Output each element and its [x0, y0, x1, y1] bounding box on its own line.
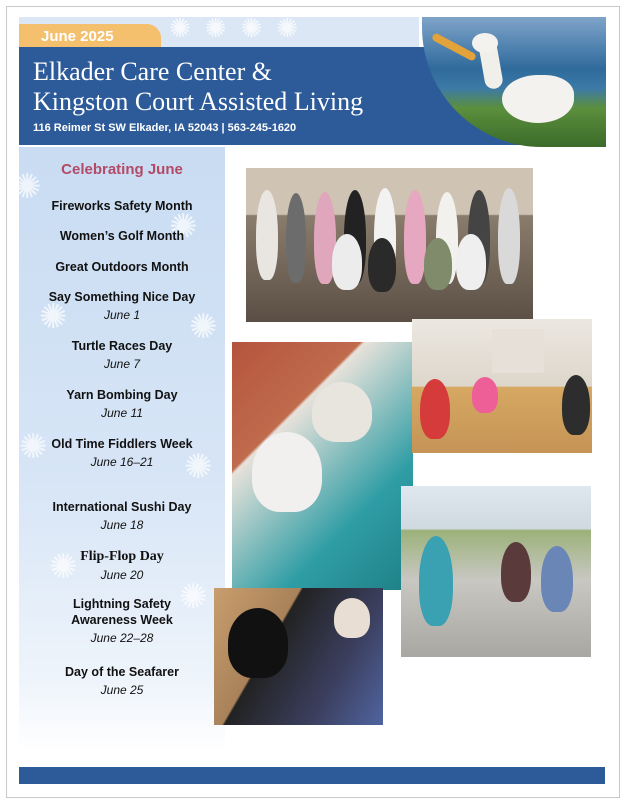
footer-band — [19, 767, 605, 784]
event-date: June 11 — [101, 406, 143, 420]
sun-decoration-icon: ✺ — [189, 308, 218, 346]
event-name: Fireworks Safety Month — [51, 199, 193, 213]
event-item — [19, 499, 225, 533]
residents-on-porch-photo — [401, 486, 591, 657]
sun-decoration-icon: ✺ — [39, 298, 68, 336]
event-name: Turtle Races Day — [71, 339, 173, 353]
facility-title-line-1: Elkader Care Center & — [33, 57, 272, 86]
event-item — [19, 289, 225, 323]
newsletter-date: June 2025 — [41, 28, 114, 45]
event-date: June 1 — [103, 308, 141, 322]
event-name: International Sushi Day — [52, 500, 192, 514]
event-item — [19, 198, 225, 214]
event-name: Yarn Bombing Day — [66, 388, 178, 402]
event-item — [19, 664, 225, 698]
sun-pattern-icon: ✺✺✺✺ — [169, 13, 313, 43]
residents-at-table-photo — [412, 319, 592, 453]
event-item — [19, 436, 225, 470]
event-name: Flip-Flop Day — [80, 549, 164, 564]
sun-decoration-icon: ✺ — [19, 428, 48, 466]
event-date: June 7 — [103, 357, 141, 371]
event-date: June 22–28 — [90, 631, 154, 645]
event-item — [19, 228, 225, 244]
event-name: Great Outdoors Month — [55, 260, 189, 274]
event-date: June 25 — [100, 683, 144, 697]
staff-group-photo — [246, 168, 533, 322]
sun-decoration-icon: ✺ — [179, 578, 208, 616]
event-name: Lightning Safety Awareness Week — [71, 597, 173, 627]
sun-decoration-icon: ✺ — [184, 448, 213, 486]
event-name: Day of the Seafarer — [65, 665, 179, 679]
sun-decoration-icon: ✺ — [169, 208, 198, 246]
event-item — [19, 387, 225, 421]
event-name: Say Something Nice Day — [48, 290, 196, 304]
event-item — [19, 259, 225, 275]
pelican-head-shape — [472, 33, 498, 53]
event-date: June 20 — [100, 568, 144, 582]
resident-with-black-dog-photo — [214, 588, 383, 725]
sun-decoration-icon: ✺ — [49, 548, 78, 586]
event-name: Old Time Fiddlers Week — [51, 437, 193, 451]
pelican-beak-shape — [431, 32, 477, 62]
facility-address: 116 Reimer St SW Elkader, IA 52043 | 563-245-1620 — [33, 122, 297, 134]
event-date: June 16–21 — [90, 455, 154, 469]
sidebar-heading: Celebrating June — [61, 161, 183, 178]
event-item — [19, 338, 225, 372]
event-item — [19, 549, 225, 583]
facility-title-line-2: Kingston Court Assisted Living — [33, 87, 364, 116]
event-date: June 18 — [100, 518, 144, 532]
event-name: Women’s Golf Month — [59, 229, 185, 243]
celebrations-sidebar — [13, 147, 225, 752]
sun-decoration-icon: ✺ — [13, 168, 42, 206]
event-item — [62, 596, 182, 646]
pelican-body-shape — [502, 75, 574, 123]
resident-with-dog-photo — [232, 342, 413, 590]
